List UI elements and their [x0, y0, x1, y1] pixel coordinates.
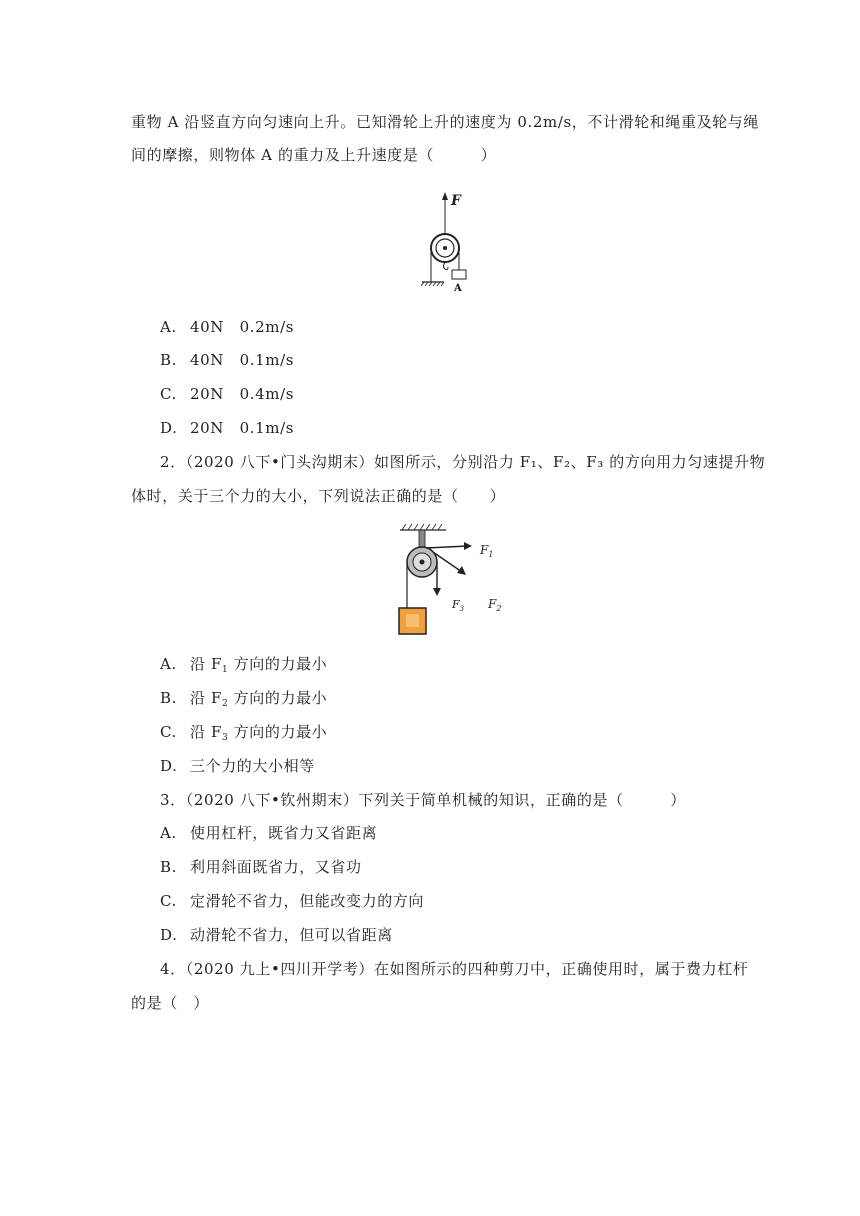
q3-stem: 3．（2020 八下•钦州期末）下列关于简单机械的知识，正确的是（ ） — [160, 791, 687, 809]
force-f1-arrow — [426, 546, 468, 548]
q2-stem-line2: 体时，关于三个力的大小，下列说法正确的是（ ） — [131, 487, 506, 505]
q3-option-b[interactable]: B. 利用斜面既省力，又省功 — [160, 858, 362, 876]
q2-option-d[interactable]: D. 三个力的大小相等 — [160, 757, 315, 775]
q1-stem-line1: 重物 A 沿竖直方向匀速向上升。已知滑轮上升的速度为 0.2m/s，不计滑轮和绳重及轮与绳 — [131, 113, 759, 131]
force-arrow-head — [442, 192, 448, 200]
q2-pulley-figure — [396, 522, 512, 638]
q1-option-d[interactable]: D. 20N 0.1m/s — [160, 419, 295, 437]
block-a — [452, 270, 466, 279]
q3-option-d[interactable]: D. 动滑轮不省力，但可以省距离 — [160, 926, 393, 944]
q2-option-a[interactable]: A. 沿 $F_1$ 方向的力最小 — [160, 655, 328, 675]
label-f1: $F_1$ — [480, 543, 494, 559]
q4-stem-line2: 的是（ ） — [131, 994, 210, 1012]
q1-option-a[interactable]: A. 40N 0.2m/s — [160, 318, 295, 336]
label-object-a: A — [454, 283, 462, 294]
q3-option-c[interactable]: C. 定滑轮不省力，但能改变力的方向 — [160, 892, 425, 910]
label-f2: $F_2$ — [488, 597, 502, 613]
label-force-f: F — [451, 193, 461, 209]
q1-option-c[interactable]: C. 20N 0.4m/s — [160, 385, 295, 403]
q2-stem-line1: 2．（2020 八下•门头沟期末）如图所示，分别沿力 F₁、F₂、F₃ 的方向用力匀速提升物 — [160, 453, 766, 471]
q2-option-b[interactable]: B. 沿 $F_2$ 方向的力最小 — [160, 689, 328, 709]
q3-option-a[interactable]: A. 使用杠杆，既省力又省距离 — [160, 824, 378, 842]
label-f3: $F_3$ — [452, 598, 465, 613]
q4-stem-line1: 4．（2020 九上•四川开学考）在如图所示的四种剪刀中，正确使用时，属于费力杠杆 — [160, 960, 749, 978]
q1-pulley-figure — [418, 190, 480, 294]
q1-option-b[interactable]: B. 40N 0.1m/s — [160, 351, 295, 369]
q1-stem-line2: 间的摩擦，则物体 A 的重力及上升速度是（ ） — [131, 146, 497, 164]
q2-option-c[interactable]: C. 沿 $F_3$ 方向的力最小 — [160, 723, 328, 743]
